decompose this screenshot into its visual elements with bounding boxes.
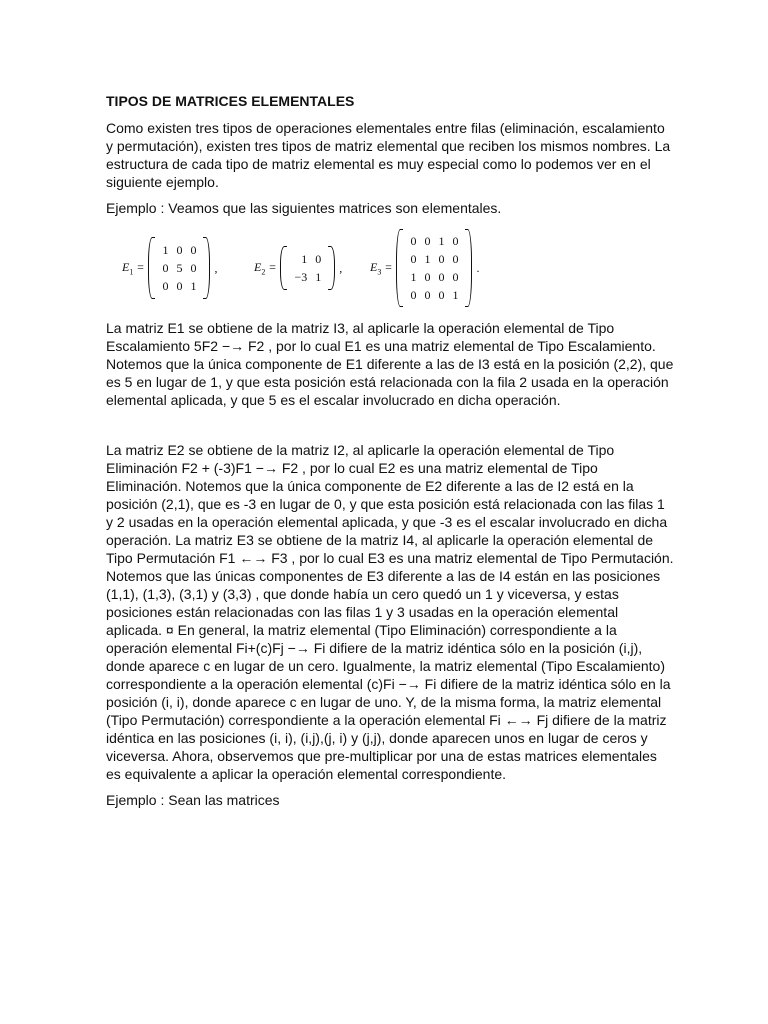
matrix-e2-separator: , [339, 260, 343, 275]
paragraph-gap [106, 409, 674, 441]
matrix-e3-entries: 0 0 1 0 0 1 0 0 1 0 0 0 0 0 0 1 [410, 234, 459, 302]
matrix-e3-separator: . [476, 260, 480, 275]
matrix-e1 [122, 229, 217, 307]
matrix-e1-separator: , [214, 260, 218, 275]
matrix-e3 [370, 229, 479, 307]
example-1-intro: Ejemplo : Veamos que las siguientes matrices son elementales. [106, 200, 502, 216]
matrix-e2-label: $E_2$ = [254, 259, 277, 277]
left-paren-icon [148, 237, 155, 299]
elementary-matrices-figure [122, 229, 674, 307]
left-paren-icon [396, 229, 403, 307]
e1-explanation-paragraph: La matriz E1 se obtiene de la matriz I3, al aplicarle la operación elemental de Tipo Escalamiento 5F2 −→ F2 , por lo cual E1 es una matriz elemental de Tipo Escalamiento. Notemos que la única componente de E1 diferente a las de I3 está en la posición (2,2), que es 5 en lugar de 1, y que esta posición está relacionada con la fila 2 usada en la operación elemental aplicada, y que 5 es el escalar involucrado en dicha operación. [106, 320, 674, 408]
right-paren-icon [465, 229, 472, 307]
left-paren-icon [280, 246, 287, 290]
intro-paragraph: Como existen tres tipos de operaciones elementales entre filas (eliminación, escalamiento y permutación), existen tres tipos de matriz elemental que reciben los mismos nombres. La estructura de cada tipo de matriz elemental es muy especial como lo podemos ver en el siguiente ejemplo. [106, 120, 671, 190]
right-paren-icon [328, 246, 335, 290]
matrix-e1-label: $E_1$ = [122, 259, 145, 277]
matrix-e3-label: $E_3$ = [370, 259, 393, 277]
document-page [106, 92, 674, 809]
matrix-e2 [254, 229, 342, 307]
e2-e3-explanation-paragraph: La matriz E2 se obtiene de la matriz I2, al aplicarle la operación elemental de Tipo Eliminación F2 + (-3)F1 −→ F2 , por lo cual E2 es una matriz elemental de Tipo Eliminación. Notemos que la única componente de E2 diferente a las de I2 está en la posición (2,1), que es -3 en lugar de 0, y que esta posición está relacionada con las filas 1 y 2 usadas en la operación elemental aplicada, y que -3 es el escalar involucrado en dicha operación. La matriz E3 se obtiene de la matriz I4, al aplicarle la operación elemental de Tipo Permutación F1 ←→ F3 , por lo cual E3 es una matriz elemental de Tipo Permutación. Notemos que las únicas componentes de E3 diferente a las de I4 están en las posiciones (1,1), (1,3), (3,1) y (3,3) , que donde había un cero quedó un 1 y viceversa, y estas posiciones están relacionadas con las filas 1 y 3 usadas en la operación elemental aplicada. ¤ En general, la matriz elemental (Tipo Eliminación) correspondiente a la operación elemental Fi+(c)Fj −→ Fi difiere de la matriz idéntica sólo en la posición (i,j), donde aparece c en lugar de un cero. Igualmente, la matriz elemental (Tipo Escalamiento) correspondiente a la operación elemental (c)Fi −→ Fi difiere de la matriz idéntica sólo en la posición (i, i), donde aparece c en lugar de uno. Y, de la misma forma, la matriz elemental (Tipo Permutación) correspondiente a la operación elemental Fi ←→ Fj difiere de la matriz idéntica en las posiciones (i, i), (i,j),(j, i) y (j,j), donde aparecen unos en lugar de ceros y viceversa. Ahora, observemos que pre-multiplicar por una de estas matrices elementales es equivalente a aplicar la operación elemental correspondiente. [106, 442, 674, 782]
matrix-e2-entries: 1 0 −3 1 [294, 252, 322, 284]
document-title: TIPOS DE MATRICES ELEMENTALES [106, 93, 355, 109]
matrix-e1-entries: 1 0 0 0 5 0 0 0 1 [162, 243, 197, 293]
right-paren-icon [203, 237, 210, 299]
example-2-intro: Ejemplo : Sean las matrices [106, 792, 280, 808]
